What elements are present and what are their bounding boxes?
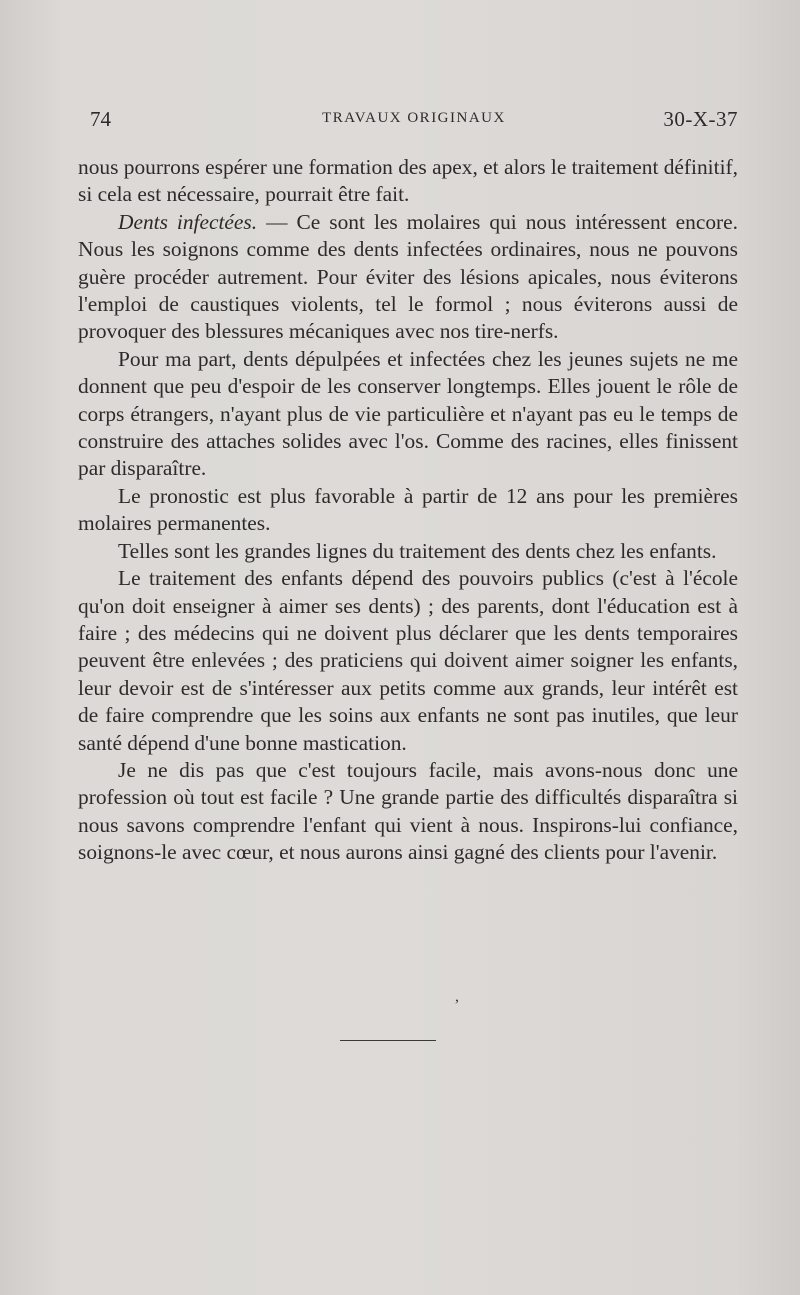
issue-date: 30-X-37 xyxy=(663,107,738,131)
section-end-rule xyxy=(340,1040,436,1041)
paragraph-text: Le traitement des enfants dépend des pouvoirs publics (c'est à l'école qu'on doit enseigner à aimer ses dents) ; des parents, dont l'éducation est à faire ; des médecins qui ne doivent plus déclarer que les dents temporaires peuvent être enlevées ; des praticiens qui doivent aimer soigner les enfants, leur devoir est de s'intéresser aux petits comme aux grands, leur intérêt est de faire comprendre que les soins aux enfants ne sont pas inutiles, que leur santé dépend d'une bonne mastication. xyxy=(78,566,738,755)
paragraph-text: Pour ma part, dents dépulpées et infectées chez les jeunes sujets ne me donnent que peu d'espoir de les conserver longtemps. Elles jouent le rôle de corps étrangers, n'ayant plus de vie particulière et n'ayant pas eu le temps de construire des attaches solides avec l'os. Comme des racines, elles finissent par disparaître. xyxy=(78,346,738,481)
paragraph xyxy=(78,346,738,483)
running-title: TRAVAUX ORIGINAUX xyxy=(322,110,506,126)
stray-mark: , xyxy=(455,988,459,1005)
page-header xyxy=(86,107,742,137)
paragraph-text: Telles sont les grandes lignes du traitement des dents chez les enfants. xyxy=(118,538,717,563)
section-lead: Dents infectées. xyxy=(118,209,258,234)
paragraph xyxy=(78,538,738,565)
paragraph-text: — Ce sont les molaires qui nous intéressent encore. Nous les soignons comme des dents infectées ordinaires, nous ne pouvons guère procéder autrement. Pour éviter des lésions apicales, nous éviterons l'emploi de caustiques violents, tel le formol ; nous éviterons aussi de provoquer des blessures mécaniques avec nos tire-nerfs. xyxy=(78,209,738,344)
paragraph-text: Le pronostic est plus favorable à partir de 12 ans pour les premières molaires permanentes. xyxy=(78,483,738,536)
paragraph-infected-teeth xyxy=(78,209,738,346)
paragraph-text: nous pourrons espérer une formation des apex, et alors le traitement définitif, si cela est nécessaire, pourrait être fait. xyxy=(78,155,738,207)
paragraph xyxy=(78,757,738,867)
article-body xyxy=(78,154,738,867)
paragraph-text: Je ne dis pas que c'est toujours facile, mais avons-nous donc une profession où tout est facile ? Une grande partie des difficultés disparaîtra si nous savons comprendre l'enfant qui vient à nous. Inspirons-lui confiance, soignons-le avec cœur, et nous aurons ainsi gagné des clients pour l'avenir. xyxy=(78,757,738,865)
paragraph xyxy=(78,483,738,538)
paragraph xyxy=(78,565,738,757)
paragraph-continued xyxy=(78,154,738,209)
page-number: 74 xyxy=(90,107,111,131)
